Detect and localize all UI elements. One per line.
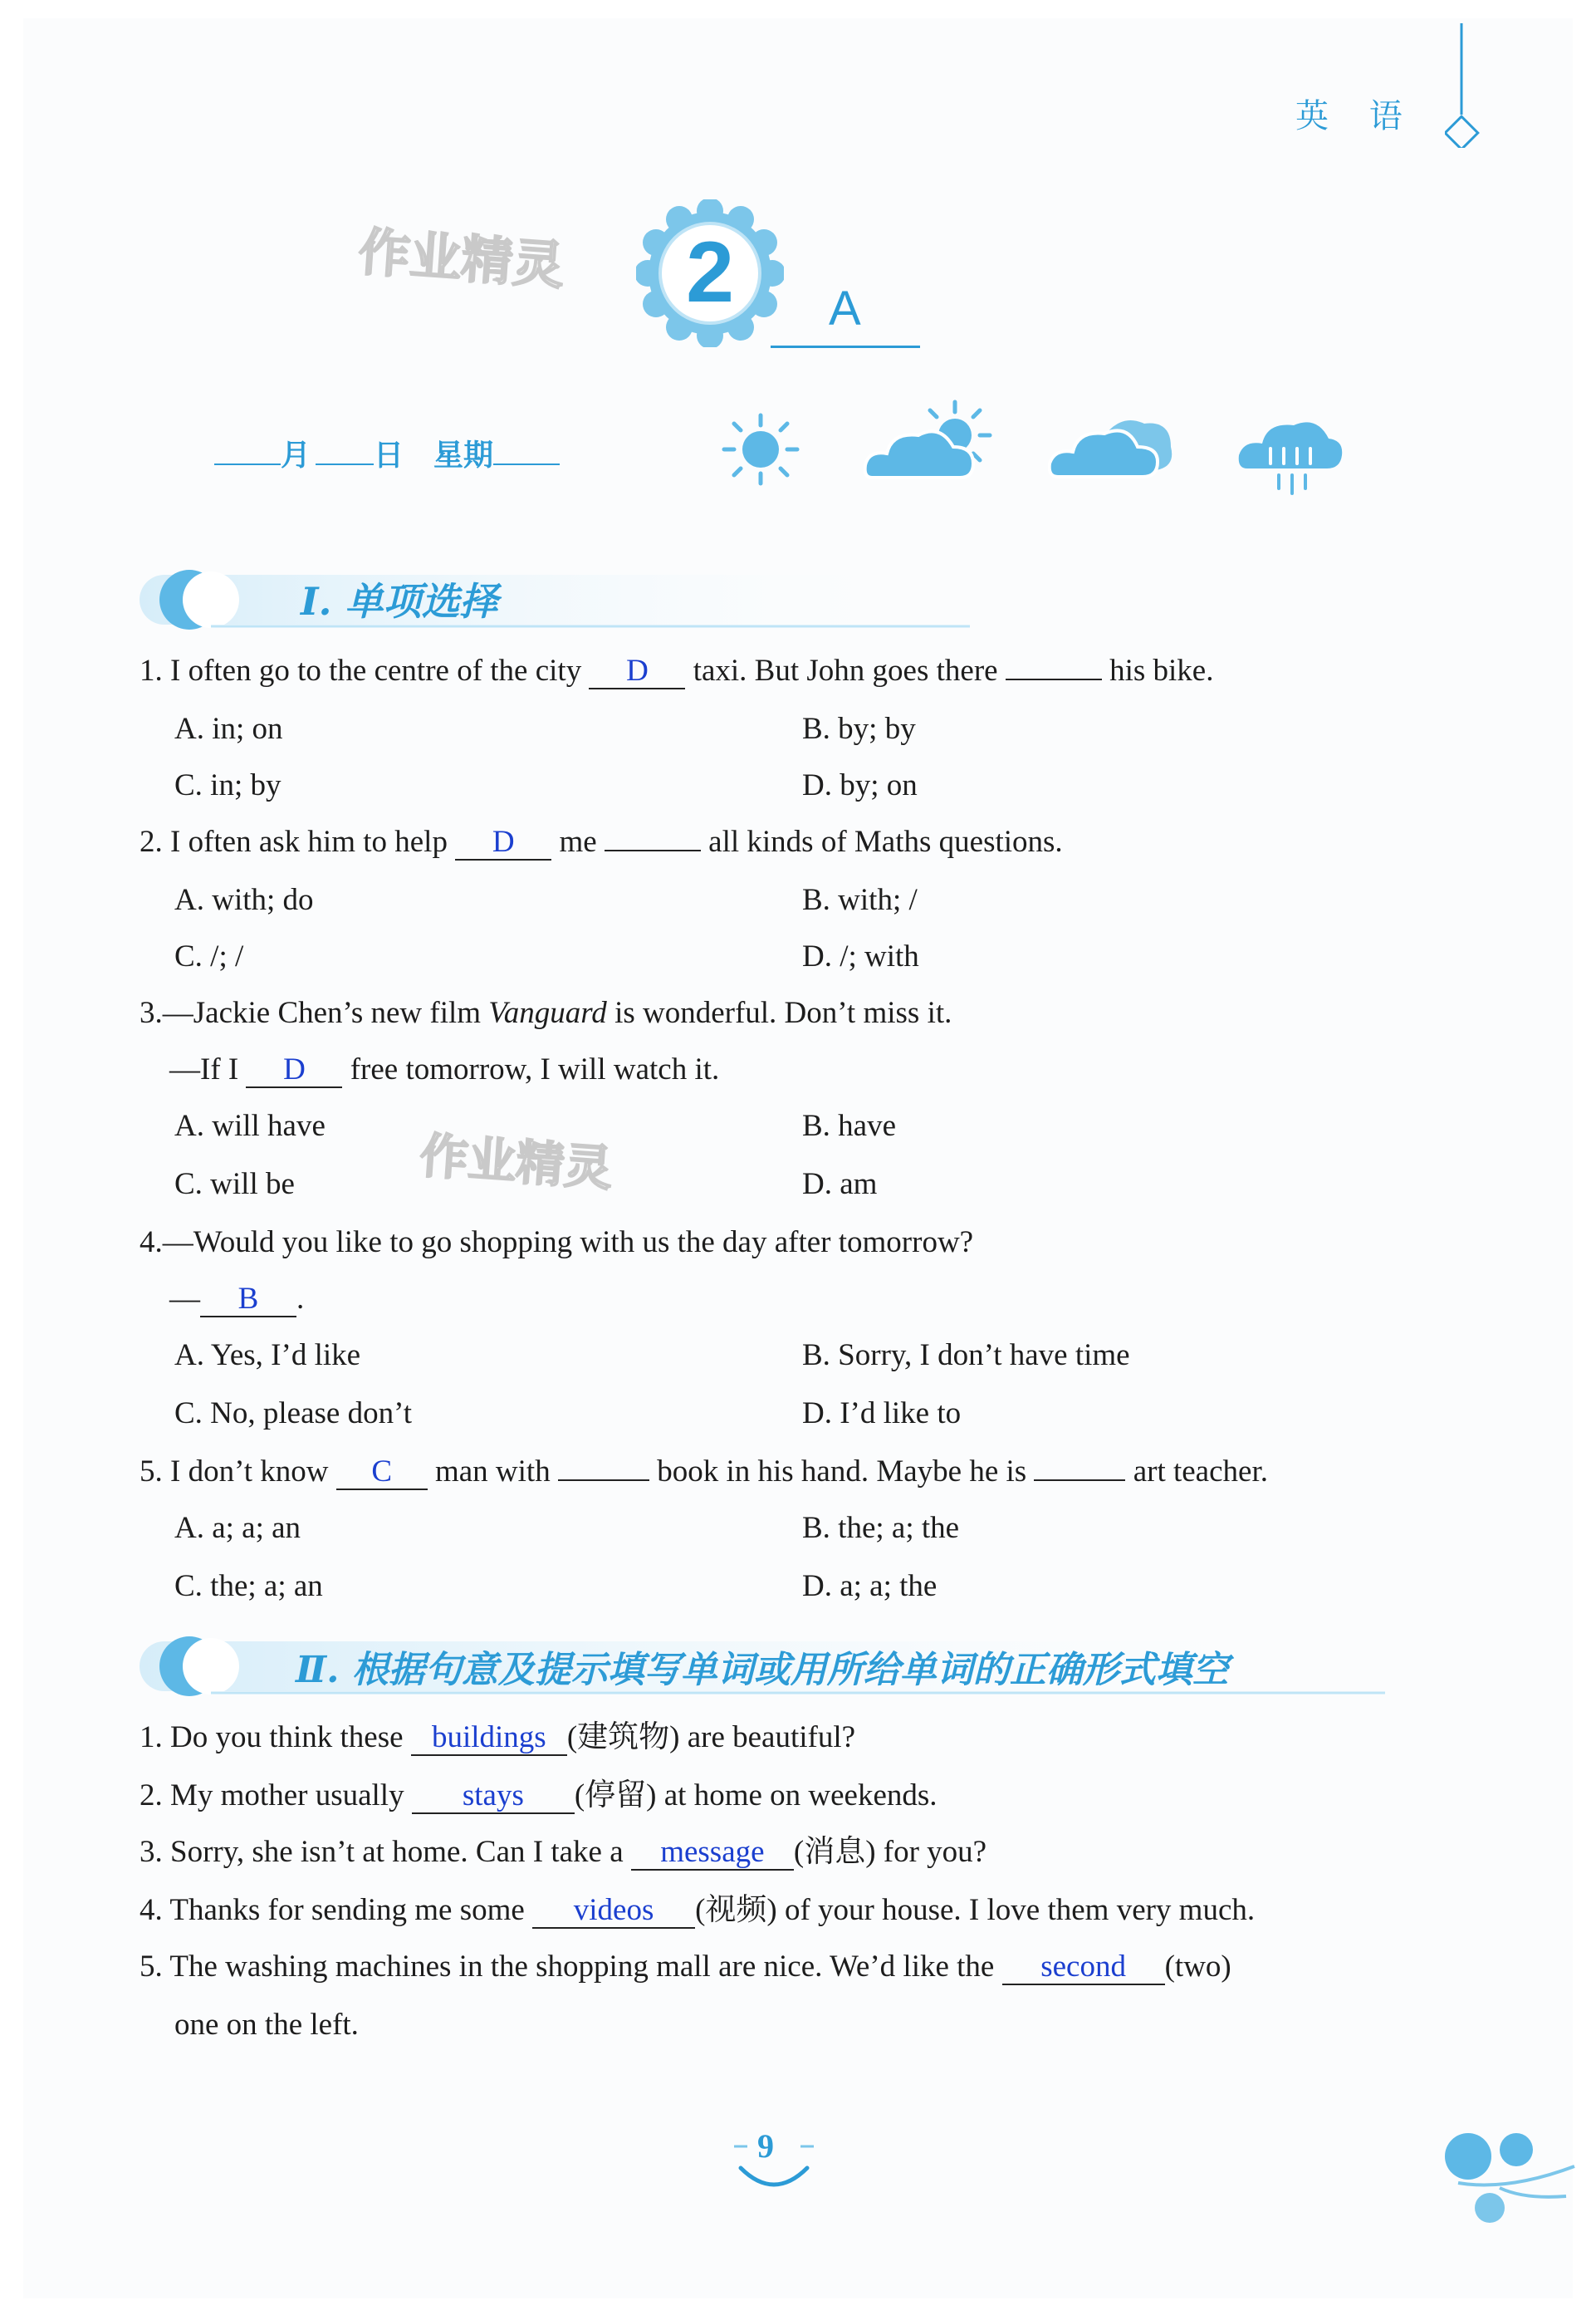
month-label: 月 [281, 439, 311, 473]
fill-item-4: 4. Thanks for sending me some videos (视频) of your house. I love them very much. [140, 1893, 1256, 1927]
option-b[interactable]: B. have [802, 1109, 897, 1143]
option-c[interactable]: C. in; by [174, 768, 282, 802]
option-a[interactable]: A. in; on [174, 712, 283, 746]
corner-ornament [1445, 23, 1503, 152]
blank[interactable] [605, 850, 701, 851]
date-row [214, 432, 560, 474]
answer-blank[interactable]: D [246, 1053, 342, 1088]
question-1: 1. I often go to the centre of the city D taxi. But John goes there his bike. [140, 654, 1214, 688]
weekday-blank [493, 439, 560, 465]
day-label: 日 [374, 439, 404, 473]
option-b[interactable]: B. by; by [802, 712, 916, 746]
option-c[interactable]: C. the; a; an [174, 1569, 323, 1603]
lesson-number: 2 [686, 224, 734, 321]
watermark: 作业精灵 [356, 221, 566, 297]
option-c[interactable]: C. No, please don’t [174, 1396, 413, 1430]
answer-blank[interactable]: videos [532, 1894, 695, 1929]
section-1-banner [140, 566, 970, 637]
section-2-title: Ⅱ. 根据句意及提示填写单词或用所给单词的正确形式填空 [296, 1649, 1229, 1691]
blank[interactable] [1006, 679, 1102, 680]
option-a[interactable]: A. a; a; an [174, 1511, 301, 1545]
option-a[interactable]: A. Yes, I’d like [174, 1338, 361, 1372]
answer-blank[interactable]: C [336, 1455, 428, 1490]
weekday-label: 星期 [433, 439, 494, 473]
option-b[interactable]: B. Sorry, I don’t have time [802, 1338, 1130, 1372]
answer-blank[interactable]: stays [412, 1779, 575, 1814]
option-c[interactable]: C. will be [174, 1167, 295, 1201]
answer-blank[interactable]: message [631, 1836, 794, 1871]
lesson-letter: A [829, 282, 861, 336]
subject-label: 英 语 [1295, 97, 1417, 135]
blank[interactable] [1034, 1479, 1125, 1481]
month-blank [214, 439, 281, 465]
answer-blank[interactable]: buildings [411, 1721, 567, 1756]
question-2: 2. I often ask him to help D me all kinds of Maths questions. [140, 825, 1063, 859]
sunny-icon [719, 412, 802, 491]
answer-blank[interactable]: D [455, 826, 551, 861]
fill-item-1: 1. Do you think these buildings (建筑物) are beautiful? [140, 1720, 856, 1754]
option-b[interactable]: B. the; a; the [802, 1511, 960, 1545]
lesson-underline [771, 346, 920, 348]
option-a[interactable]: A. with; do [174, 883, 314, 917]
branch-decoration-icon [1442, 2116, 1583, 2229]
question-3-line-2: —If I D free tomorrow, I will watch it. [169, 1052, 720, 1086]
page-number-ornament [724, 2110, 824, 2197]
fill-item-2: 2. My mother usually stays (停留) at home on weekends. [140, 1778, 938, 1812]
option-d[interactable]: D. by; on [802, 768, 918, 802]
rainy-icon [1237, 409, 1345, 504]
day-blank [316, 439, 374, 465]
partly-cloudy-icon [864, 399, 996, 494]
fill-item-5: 5. The washing machines in the shopping mall are nice. We’d like the second (two) [140, 1950, 1231, 1984]
option-a[interactable]: A. will have [174, 1109, 326, 1143]
answer-blank[interactable]: second [1002, 1950, 1165, 1985]
option-d[interactable]: D. I’d like to [802, 1396, 962, 1430]
option-d[interactable]: D. /; with [802, 939, 919, 974]
cloudy-icon [1048, 409, 1181, 488]
page-number: 9 [757, 2127, 774, 2165]
option-d[interactable]: D. am [802, 1167, 878, 1201]
blank[interactable] [558, 1479, 649, 1481]
option-b[interactable]: B. with; / [802, 883, 918, 917]
question-4: 4.—Would you like to go shopping with us the day after tomorrow? [140, 1225, 974, 1259]
answer-blank[interactable]: D [589, 655, 685, 689]
lesson-badge [636, 199, 784, 347]
question-3: 3.—Jackie Chen’s new film Vanguard is wonderful. Don’t miss it. [140, 996, 952, 1030]
option-c[interactable]: C. /; / [174, 939, 244, 974]
section-1-title: Ⅰ. 单项选择 [301, 579, 498, 624]
fill-item-3: 3. Sorry, she isn’t at home. Can I take a message (消息) for you? [140, 1835, 987, 1869]
fill-item-5-line-2: one on the left. [174, 2008, 359, 2042]
question-5: 5. I don’t know C man with book in his hand. Maybe he is art teacher. [140, 1454, 1268, 1489]
answer-blank[interactable]: B [200, 1283, 296, 1317]
question-4-line-2: — B . [169, 1282, 305, 1316]
option-d[interactable]: D. a; a; the [802, 1569, 938, 1603]
watermark: 作业精灵 [418, 1126, 614, 1197]
